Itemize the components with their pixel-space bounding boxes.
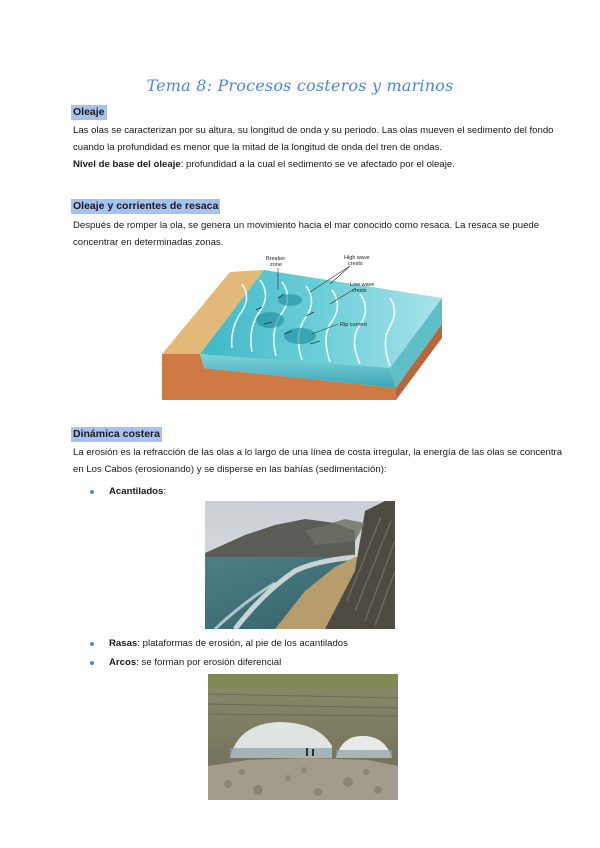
- rip-current-diagram: [160, 250, 444, 400]
- cliff-photo: [205, 501, 395, 629]
- paragraph-resaca-line-2: concentrar en determinadas zonas.: [73, 237, 224, 248]
- definition-text: : profundidad a la cual el sedimento se ve afectado por el oleaje.: [180, 159, 455, 170]
- definition-term: Nivel de base del oleaje: [73, 159, 181, 170]
- heading-oleaje: Oleaje: [73, 106, 105, 118]
- bullet-term: Rasas: [109, 638, 138, 649]
- arch-photo-svg: [208, 674, 398, 800]
- label-high-wave-crests: High wave crests: [344, 255, 370, 267]
- definition-nivel-base: [73, 156, 529, 173]
- label-low-wave-crests: Low wave crests: [350, 282, 375, 294]
- paragraph-oleaje-line-1: Las olas se caracterizan por su altura, su longitud de onda y su periodo. Las olas mueven el sedimento del fondo: [73, 125, 554, 136]
- bullet-term: Arcos: [109, 657, 137, 668]
- label-breaker-zone: Breaker zone: [266, 256, 286, 268]
- cliff-photo-svg: [205, 501, 395, 629]
- paragraph-dinamica-line-1: La erosión es la refracción de las olas a lo largo de una línea de costa irregular, la energía de las olas se concentra: [73, 447, 563, 458]
- bullet-dot: [90, 490, 94, 494]
- paragraph-dinamica-line-2: en Los Cabos (erosionando) y se disperse en las bahías (sedimentación):: [73, 464, 387, 475]
- arch-photo: [208, 674, 398, 800]
- bullet-term: Acantilados: [109, 486, 164, 497]
- label-rip-current: Rip current: [340, 322, 367, 328]
- bullet-text: : plataformas de erosión, al pie de los acantilados: [137, 638, 348, 649]
- rip-current-diagram-svg: [160, 250, 444, 400]
- paragraph-resaca-line-1: Después de romper la ola, se genera un movimiento hacia el mar conocido como resaca. La resaca se puede: [73, 220, 540, 231]
- bullet-dot: [90, 642, 94, 646]
- paragraph-oleaje: [73, 122, 554, 173]
- page-title: Tema 8: Procesos costeros y marinos: [146, 76, 454, 95]
- heading-dinamica-costera: Dinámica costera: [73, 428, 160, 440]
- paragraph-resaca: [73, 217, 540, 251]
- heading-resaca: Oleaje y corrientes de resaca: [73, 200, 219, 212]
- bullet-text: : se forman por erosión diferencial: [136, 657, 282, 668]
- bullet-text: :: [163, 486, 167, 497]
- paragraph-dinamica: [73, 444, 563, 478]
- paragraph-oleaje-line-2: cuando la profundidad es menor que la mitad de la longitud de onda del tren de ondas.: [73, 142, 443, 153]
- bullet-dot: [90, 661, 94, 665]
